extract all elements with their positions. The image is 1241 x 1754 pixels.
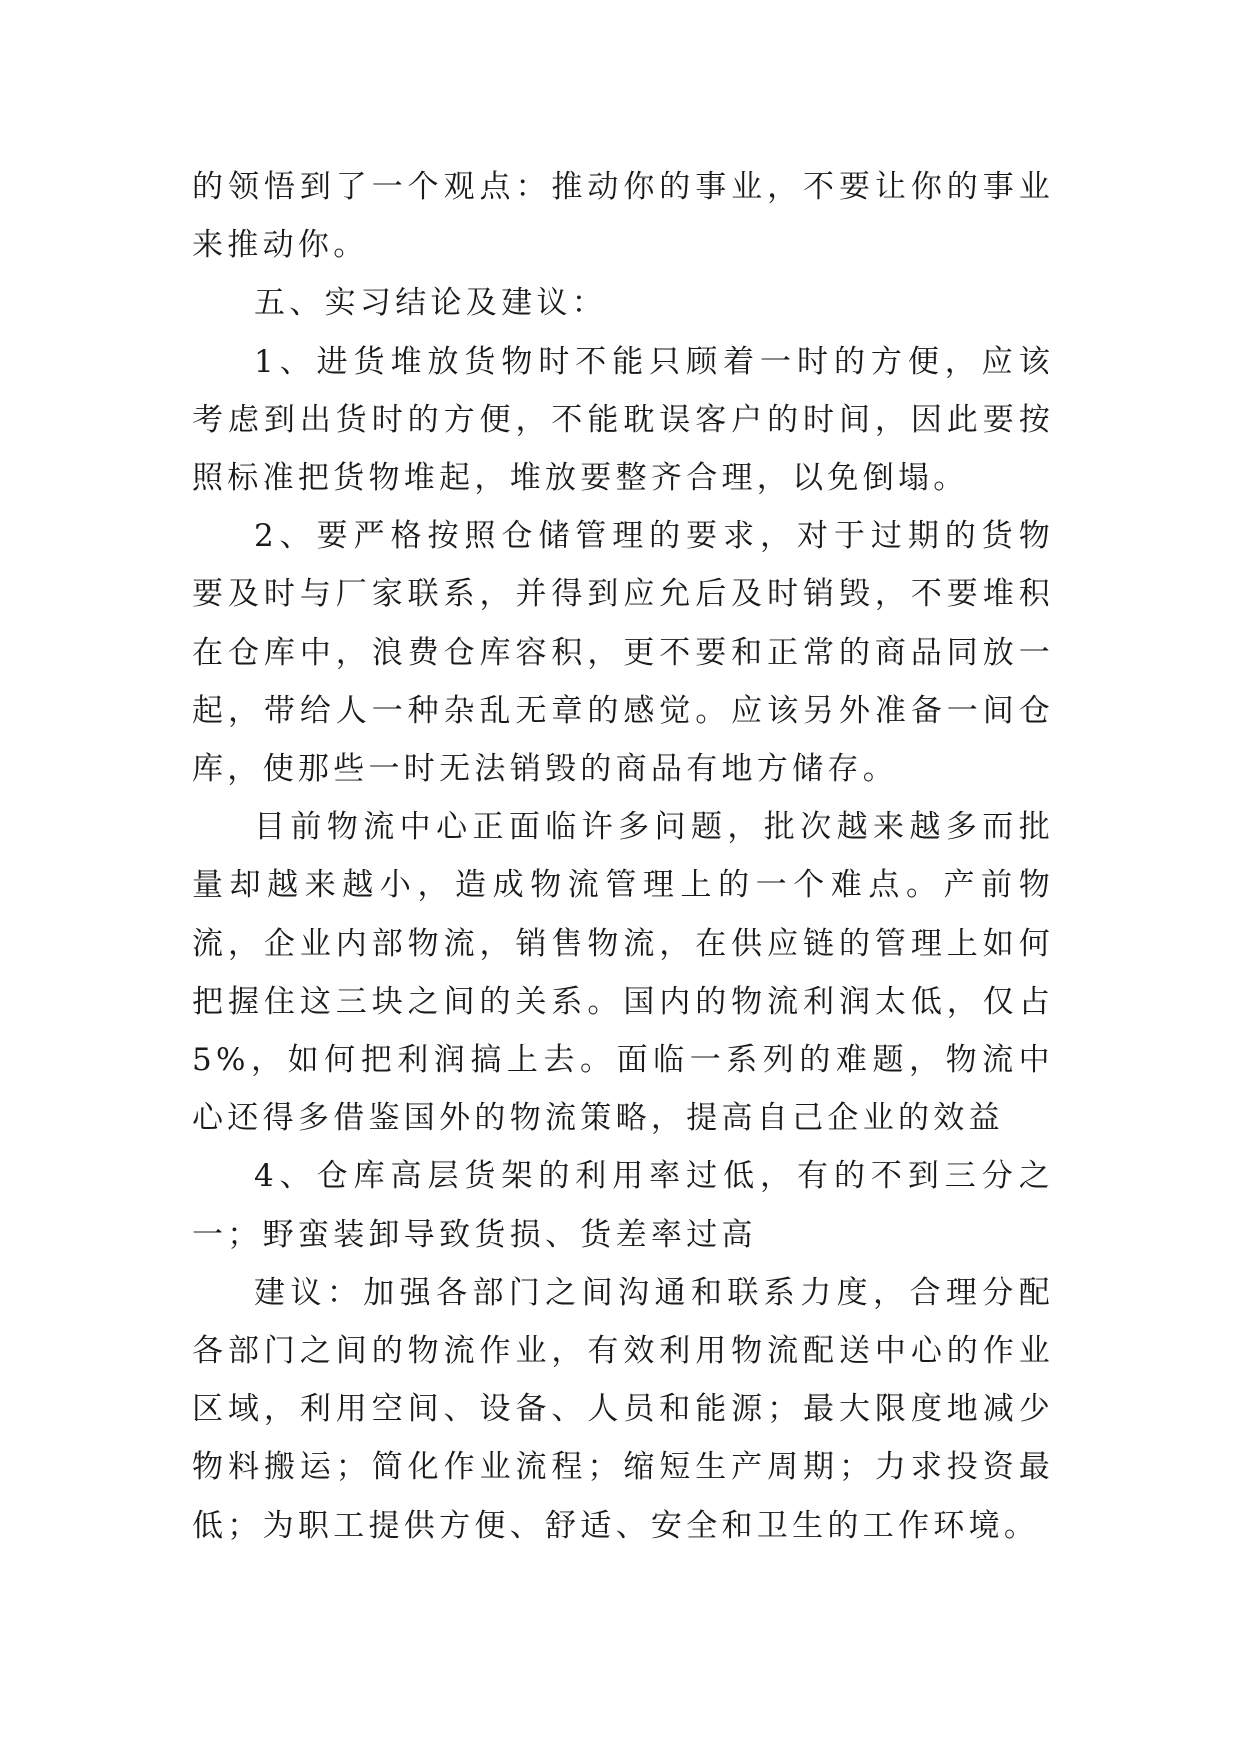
document-body	[192, 158, 1054, 1555]
paragraph-current-problems: 目前物流中心正面临许多问题，批次越来越多而批量却越来越小，造成物流管理上的一个难点。产前物流，企业内部物流，销售物流，在供应链的管理上如何把握住这三块之间的关系。国内的物流利润太低，仅占5%，如何把利润搞上去。面临一系列的难题，物流中心还得多借鉴国外的物流策略，提高自己企业的效益	[192, 809, 1054, 1137]
paragraph-item-1: 1、进货堆放货物时不能只顾着一时的方便，应该考虑到出货时的方便，不能耽误客户的时间，因此要按照标准把货物堆起，堆放要整齐合理，以免倒塌。	[192, 343, 1054, 497]
paragraph-item-2: 2、要严格按照仓储管理的要求，对于过期的货物要及时与厂家联系，并得到应允后及时销毁，不要堆积在仓库中，浪费仓库容积，更不要和正常的商品同放一起，带给人一种杂乱无章的感觉。应该另外准备一间仓库，使那些一时无法销毁的商品有地方储存。	[192, 518, 1054, 788]
paragraph-continuation: 的领悟到了一个观点：推动你的事业，不要让你的事业来推动你。	[192, 169, 1054, 264]
paragraph-item-4: 4、仓库高层货架的利用率过低，有的不到三分之一；野蛮装卸导致货损、货差率过高	[192, 1158, 1054, 1253]
paragraph-suggestions: 建议：加强各部门之间沟通和联系力度，合理分配各部门之间的物流作业，有效利用物流配送中心的作业区域，利用空间、设备、人员和能源；最大限度地减少物料搬运；简化作业流程；缩短生产周期；力求投资最低；为职工提供方便、舒适、安全和卫生的工作环境。	[192, 1274, 1054, 1544]
section-heading-conclusions: 五、实习结论及建议：	[254, 285, 607, 322]
